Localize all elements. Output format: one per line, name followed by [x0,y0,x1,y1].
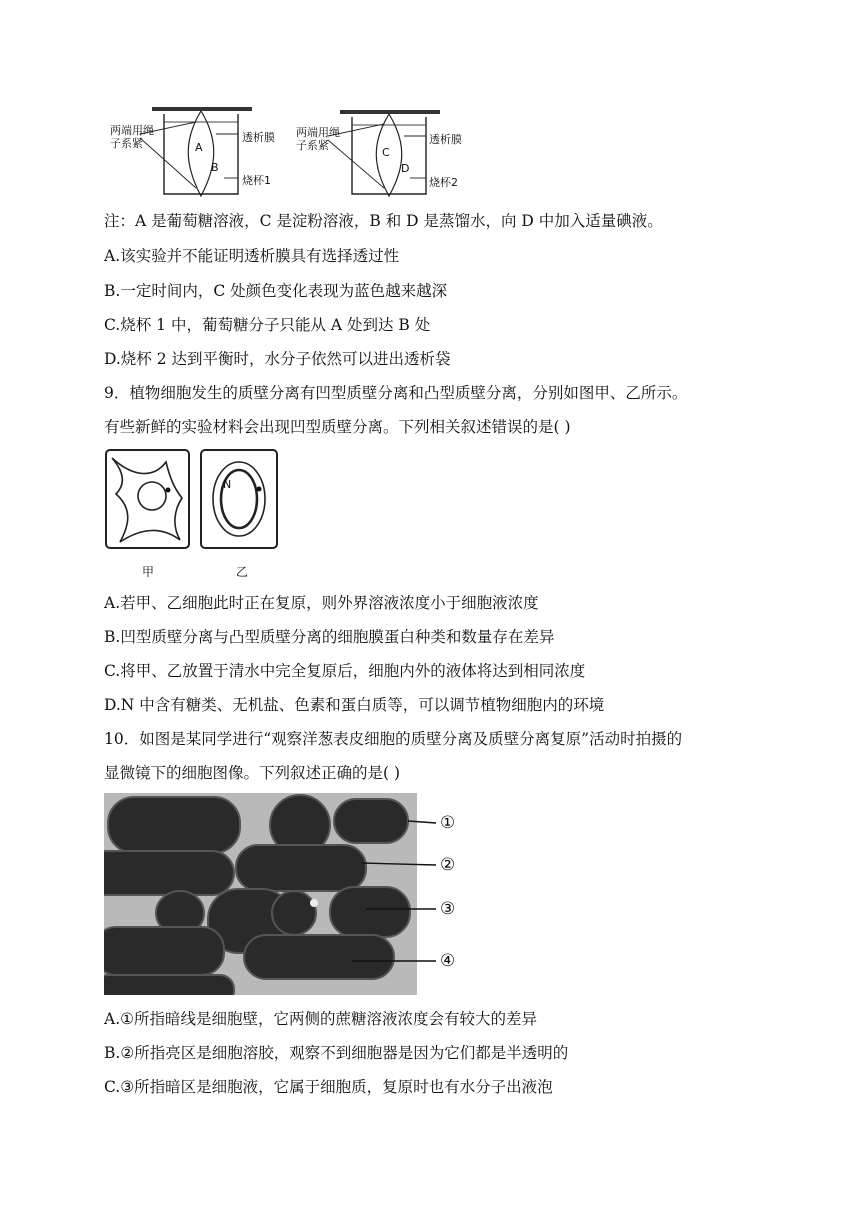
q10-stem-line2: 显微镜下的细胞图像。下列叙述正确的是( ) [104,764,401,782]
beaker1-side-label: 两端用绳 子系紧 [110,124,154,150]
beaker2-name-label: 烧杯2 [429,176,458,189]
micrograph-marker-1: ① [440,813,456,833]
micrograph-marker-3: ③ [440,899,456,919]
q8-option-a: A.该实验并不能证明透析膜具有选择透过性 [104,247,400,265]
q9-stem-line1: 9．植物细胞发生的质壁分离有凹型质壁分离和凸型质壁分离，分别如图甲、乙所示。 [104,384,688,402]
q9-option-c: C.将甲、乙放置于清水中完全复原后，细胞内外的液体将达到相同浓度 [104,662,586,680]
q8-option-b: B.一定时间内，C 处颜色变化表现为蓝色越来越深 [104,282,448,300]
q10-option-b: B.②所指亮区是细胞溶胶，观察不到细胞器是因为它们都是半透明的 [104,1044,569,1062]
beaker2-outer-label: D [401,162,410,175]
beaker1-membrane-label: 透析膜 [242,131,275,144]
micrograph-figure [104,793,464,995]
beaker2-membrane-label: 透析膜 [429,133,462,146]
q9-option-d: D.N 中含有糖类、无机盐、色素和蛋白质等，可以调节植物细胞内的环境 [104,696,605,714]
beaker1-name-label: 烧杯1 [242,174,271,187]
q8-option-d: D.烧杯 2 达到平衡时，水分子依然可以进出透析袋 [104,350,451,368]
q10-option-a: A.①所指暗线是细胞壁，它两侧的蔗糖溶液浓度会有较大的差异 [104,1010,538,1028]
beaker2-inner-label: C [382,146,390,159]
cell-jia-caption: 甲 [142,565,155,579]
q9-option-a: A.若甲、乙细胞此时正在复原，则外界溶液浓度小于细胞液浓度 [104,594,539,612]
beaker1-inner-label: A [195,141,203,154]
beaker2-side-label: 两端用绳 子系紧 [296,126,340,152]
q8-note: 注：A 是葡萄糖溶液，C 是淀粉溶液，B 和 D 是蒸馏水，向 D 中加入适量碘液。 [104,212,663,230]
micrograph-marker-2: ② [440,855,456,875]
q9-stem-line2: 有些新鲜的实验材料会出现凹型质壁分离。下列相关叙述错误的是( ) [104,418,571,436]
q10-option-c: C.③所指暗区是细胞液，它属于细胞质，复原时也有水分子出液泡 [104,1078,553,1096]
beaker-figure [104,104,484,198]
q8-option-c: C.烧杯 1 中，葡萄糖分子只能从 A 处到达 B 处 [104,316,431,334]
cell-yi-N-label: N [223,478,232,491]
q9-option-b: B.凹型质壁分离与凸型质壁分离的细胞膜蛋白种类和数量存在差异 [104,628,555,646]
q10-stem-line1: 10．如图是某同学进行“观察洋葱表皮细胞的质壁分离及质壁分离复原”活动时拍摄的 [104,730,683,748]
beaker1-outer-label: B [211,161,219,174]
cell-jia [106,450,189,548]
cell-figure [104,448,284,579]
cell-yi-caption: 乙 [236,565,249,579]
cell-yi [201,450,277,548]
micrograph-marker-4: ④ [440,951,456,971]
